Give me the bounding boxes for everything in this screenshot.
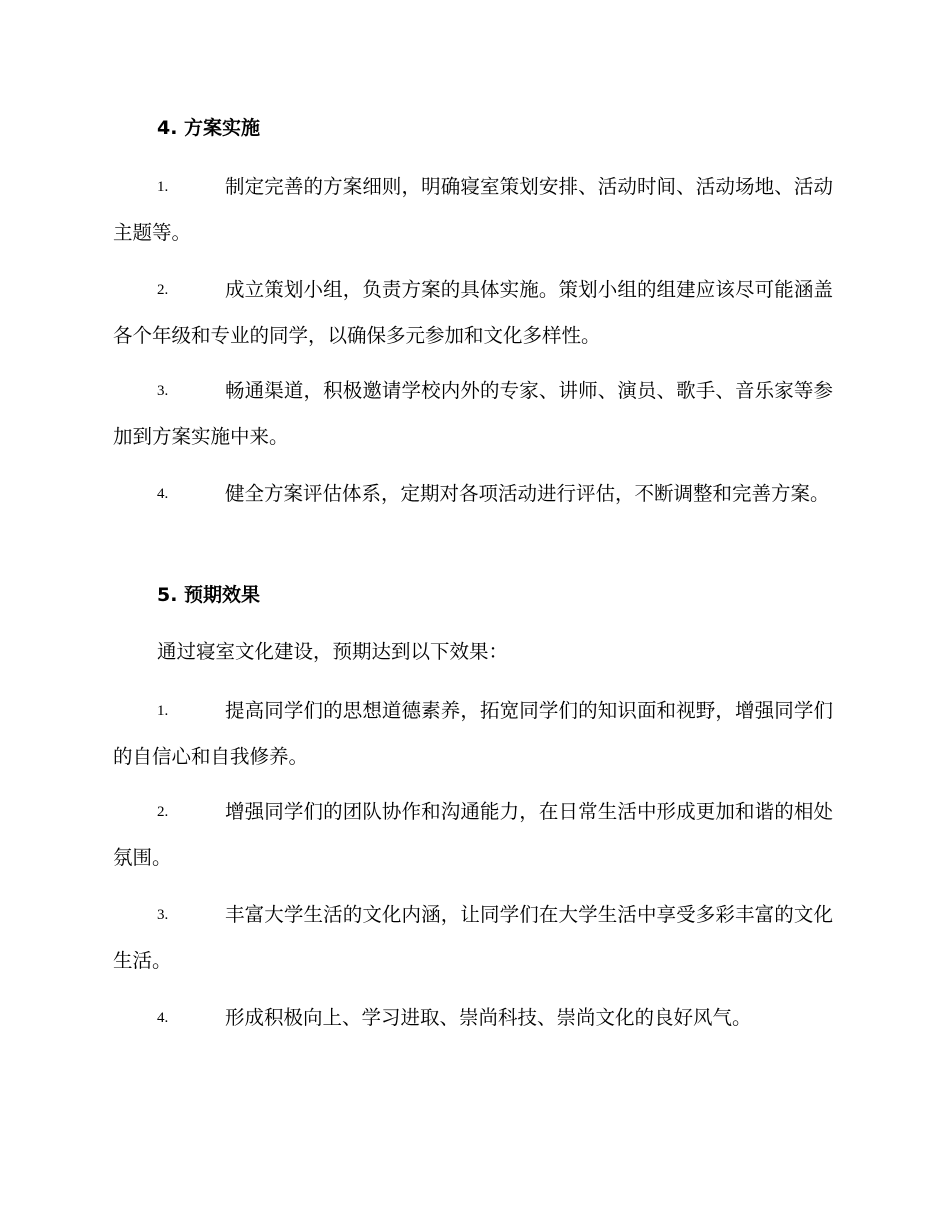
list-item-text: 健全方案评估体系，定期对各项活动进行评估，不断调整和完善方案。 [225, 482, 830, 505]
list-number: 2. [157, 804, 169, 820]
list-number: 1. [157, 179, 169, 195]
section-4-item-1 [113, 164, 833, 256]
list-number: 3. [157, 383, 169, 399]
list-item-text: 提高同学们的思想道德素养，拓宽同学们的知识面和视野，增强同学们的自信心和自我修养。 [113, 699, 833, 768]
section-4-item-2 [113, 267, 833, 359]
section-5-item-3 [113, 892, 833, 984]
list-number: 4. [157, 1010, 169, 1026]
section-5-item-4 [113, 995, 833, 1041]
section-4-item-4 [113, 471, 833, 517]
section-4-item-3 [113, 368, 833, 460]
section-5-item-1 [113, 688, 833, 780]
list-item-text: 畅通渠道，积极邀请学校内外的专家、讲师、演员、歌手、音乐家等参加到方案实施中来。 [113, 379, 833, 448]
list-number: 1. [157, 703, 169, 719]
list-number: 2. [157, 282, 169, 298]
list-number: 4. [157, 486, 169, 502]
section-5-heading: 5. 预期效果 [157, 584, 261, 606]
list-number: 3. [157, 907, 169, 923]
section-5-item-2 [113, 789, 833, 881]
list-item-text: 成立策划小组，负责方案的具体实施。策划小组的组建应该尽可能涵盖各个年级和专业的同学，以确保多元参加和文化多样性。 [113, 278, 833, 347]
list-item-text: 制定完善的方案细则，明确寝室策划安排、活动时间、活动场地、活动主题等。 [113, 175, 833, 244]
section-4-heading: 4. 方案实施 [157, 117, 261, 139]
section-5-intro: 通过寝室文化建设，预期达到以下效果： [157, 640, 509, 663]
list-item-text: 丰富大学生活的文化内涵，让同学们在大学生活中享受多彩丰富的文化生活。 [113, 903, 833, 972]
list-item-text: 增强同学们的团队协作和沟通能力，在日常生活中形成更加和谐的相处氛围。 [113, 800, 833, 869]
list-item-text: 形成积极向上、学习进取、崇尚科技、崇尚文化的良好风气。 [225, 1006, 752, 1029]
